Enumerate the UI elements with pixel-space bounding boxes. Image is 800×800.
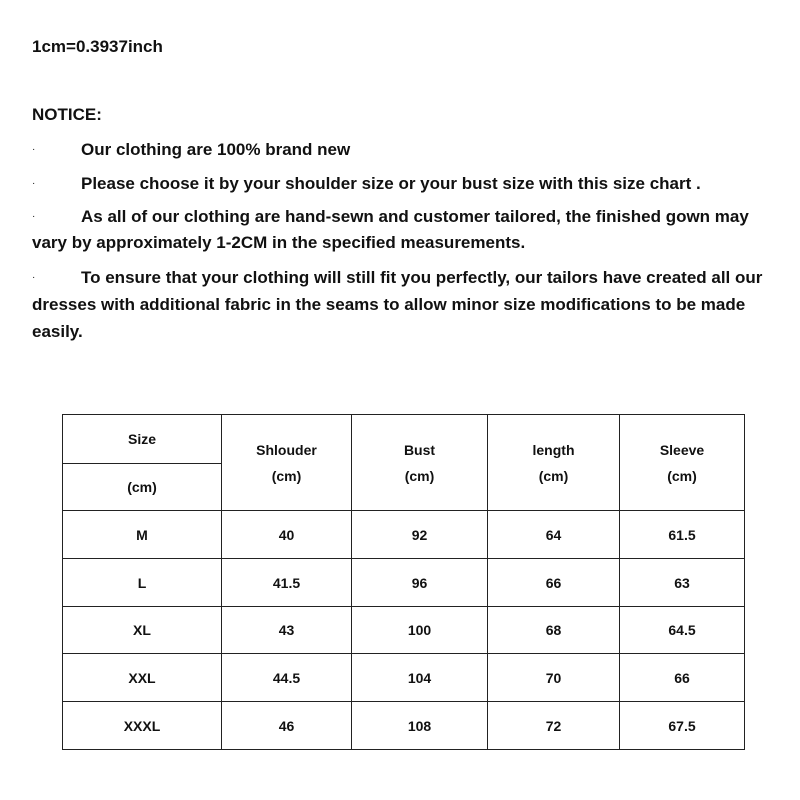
size-cell: XXXL — [63, 702, 222, 750]
size-header-unit: (cm) — [63, 464, 222, 511]
length-cell: 72 — [488, 702, 620, 750]
size-chart-table — [62, 414, 745, 750]
size-header-label: Size — [63, 415, 222, 464]
column-header-unit: (cm) — [667, 467, 697, 484]
length-cell: 70 — [488, 654, 620, 702]
bust-cell: 104 — [352, 654, 488, 702]
sleeve-cell: 63 — [620, 559, 745, 607]
shoulder-cell: 43 — [222, 607, 352, 654]
bullet-icon: · — [32, 272, 36, 283]
column-header-unit: (cm) — [538, 467, 569, 484]
column-header-bust — [352, 415, 488, 511]
sleeve-cell: 61.5 — [620, 511, 745, 559]
notice-item-text: Our clothing are 100% brand new — [81, 140, 351, 159]
column-header-label: Shlouder — [256, 441, 317, 458]
table-row — [63, 559, 745, 607]
bust-cell: 100 — [352, 607, 488, 654]
length-cell: 66 — [488, 559, 620, 607]
size-cell: XL — [63, 607, 222, 654]
bust-cell: 96 — [352, 559, 488, 607]
notice-item — [32, 137, 772, 163]
bullet-icon: · — [32, 178, 36, 189]
table-row — [63, 654, 745, 702]
notice-item-text: As all of our clothing are hand-sewn and customer tailored, the finished gown may vary by approximately 1-2CM in the specified measurements. — [32, 207, 749, 252]
shoulder-cell: 46 — [222, 702, 352, 750]
table-header-row — [63, 415, 745, 464]
sleeve-cell: 64.5 — [620, 607, 745, 654]
unit-conversion-note: 1cm=0.3937inch — [32, 37, 163, 56]
column-header-label: Bust — [403, 441, 436, 458]
bullet-icon: · — [32, 211, 36, 222]
sleeve-cell: 66 — [620, 654, 745, 702]
table-row — [63, 607, 745, 654]
column-header-sleeve — [620, 415, 745, 511]
notice-heading: NOTICE: — [32, 105, 102, 124]
notice-item — [32, 171, 772, 197]
length-cell: 68 — [488, 607, 620, 654]
column-header-shoulder — [222, 415, 352, 511]
column-header-unit: (cm) — [271, 467, 302, 484]
size-cell: L — [63, 559, 222, 607]
table-row — [63, 702, 745, 750]
sleeve-cell: 67.5 — [620, 702, 745, 750]
notice-item — [32, 264, 772, 345]
notice-item-text: To ensure that your clothing will still fit you perfectly, our tailors have created all our dresses with additional fabric in the seams to allow minor size modifications to be made easily. — [32, 268, 763, 341]
bullet-icon: · — [32, 144, 36, 155]
shoulder-cell: 44.5 — [222, 654, 352, 702]
column-header-length — [488, 415, 620, 511]
table-row — [63, 511, 745, 559]
size-cell: XXL — [63, 654, 222, 702]
shoulder-cell: 41.5 — [222, 559, 352, 607]
column-header-unit: (cm) — [404, 467, 435, 484]
column-header-label: Sleeve — [659, 441, 705, 458]
length-cell: 64 — [488, 511, 620, 559]
column-header-label: length — [532, 441, 575, 458]
size-cell: M — [63, 511, 222, 559]
shoulder-cell: 40 — [222, 511, 352, 559]
notice-item — [32, 204, 772, 256]
notice-item-text: Please choose it by your shoulder size or your bust size with this size chart . — [81, 174, 701, 193]
bust-cell: 92 — [352, 511, 488, 559]
bust-cell: 108 — [352, 702, 488, 750]
